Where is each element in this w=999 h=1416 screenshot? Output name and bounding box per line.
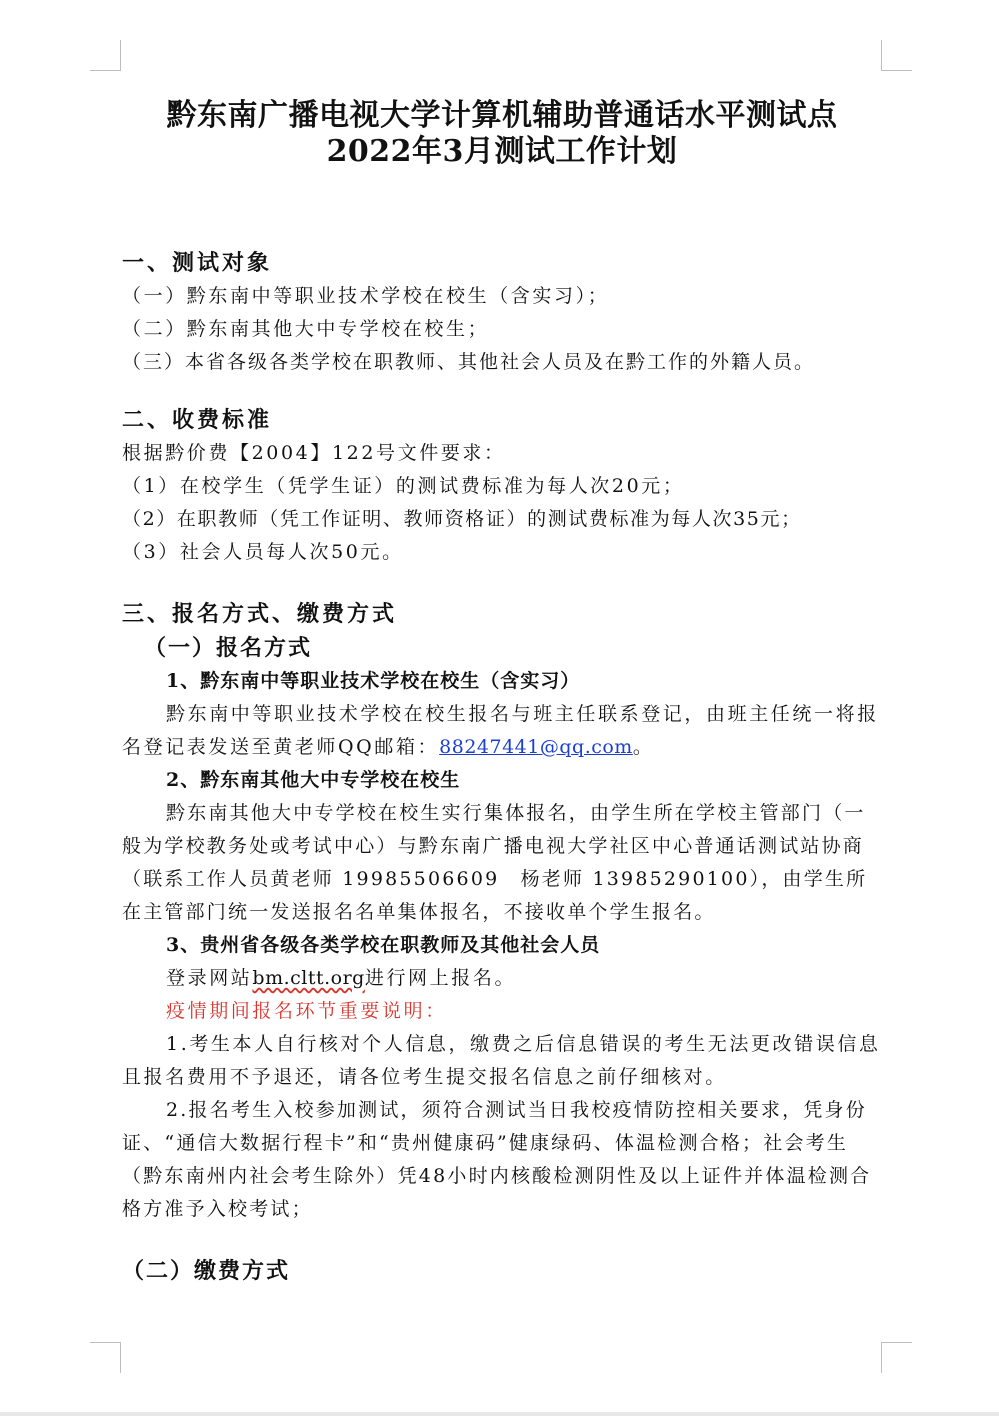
section1-heading: 一、测试对象: [122, 250, 273, 276]
part3-text: 登录网站: [166, 967, 253, 989]
part1-text-end: 。: [632, 736, 655, 758]
crop-mark-top-right: [881, 40, 912, 71]
section2-intro: 根据黔价费【2004】122号文件要求：: [122, 442, 506, 464]
notice-item-2: 2.报名考生入校参加测试，须符合测试当日我校疫情防控相关要求，凭身份证、“通信大数据行程卡”和“贵州健康码”健康绿码、体温检测合格；社会考生（黔东南州内社会考生除外）凭48小时内核酸检测阴性及以上证件并体温检测合格方准予入校考试；: [122, 1099, 872, 1220]
email-link[interactable]: 88247441@qq.com: [439, 736, 633, 758]
doc-title-line1: 黔东南广播电视大学计算机辅助普通话水平测试点: [166, 98, 838, 133]
sub1-heading: （一）报名方式: [144, 635, 313, 661]
part3-paragraph: [122, 962, 882, 995]
doc-title-line2: 2022年3月测试工作计划: [326, 134, 678, 169]
notice-heading: 疫情期间报名环节重要说明：: [166, 1000, 447, 1022]
part3-text-end: 进行网上报名。: [364, 967, 517, 989]
document-body: [122, 98, 882, 1288]
section1-item-3: （三）本省各级各类学校在职教师、其他社会人员及在黔工作的外籍人员。: [122, 351, 816, 373]
crop-mark-top-left: [90, 40, 121, 71]
part1-heading: 1、黔东南中等职业技术学校在校生（含实习）: [166, 670, 581, 692]
crop-mark-bottom-left: [90, 1342, 121, 1373]
part2-paragraph: 黔东南其他大中专学校在校生实行集体报名，由学生所在学校主管部门（一般为学校教务处或考试中心）与黔东南广播电视大学社区中心普通话测试站协商（联系工作人员黄老师 19985506609 杨老师 13985290100），由学生所在主管部门统一发送报名名单集体报名，不接收单个学生报名。: [122, 802, 868, 923]
section2-heading: 二、收费标准: [122, 407, 273, 433]
section2-item-1: （1）在校学生（凭学生证）的测试费标准为每人次20元；: [122, 475, 685, 497]
sub2-heading: （二）缴费方式: [122, 1258, 291, 1284]
page-bottom-edge: [0, 1412, 999, 1416]
section1-item-2: （二）黔东南其他大中专学校在校生；: [122, 318, 490, 340]
section2-item-2: （2）在职教师（凭工作证明、教师资格证）的测试费标准为每人次35元；: [122, 508, 802, 530]
section3-heading: 三、报名方式、缴费方式: [122, 601, 398, 627]
crop-mark-bottom-right: [881, 1342, 912, 1373]
part2-heading: 2、黔东南其他大中专学校在校生: [166, 769, 461, 791]
section2-item-3: （3）社会人员每人次50元。: [122, 541, 404, 563]
section1-item-1: （一）黔东南中等职业技术学校在校生（含实习）；: [122, 285, 610, 307]
notice-item-1: 1.考生本人自行核对个人信息，缴费之后信息错误的考生无法更改错误信息且报名费用不予退还，请各位考生提交报名信息之前仔细核对。: [122, 1033, 881, 1088]
part3-heading: 3、贵州省各级各类学校在职教师及其他社会人员: [166, 934, 601, 956]
website-link[interactable]: bm.cltt.org: [252, 967, 365, 989]
part1-text: 黔东南中等职业技术学校在校生报名与班主任联系登记，由班主任统一将报名登记表发送至黄老师QQ邮箱：: [122, 703, 879, 758]
part1-paragraph: [122, 698, 882, 764]
